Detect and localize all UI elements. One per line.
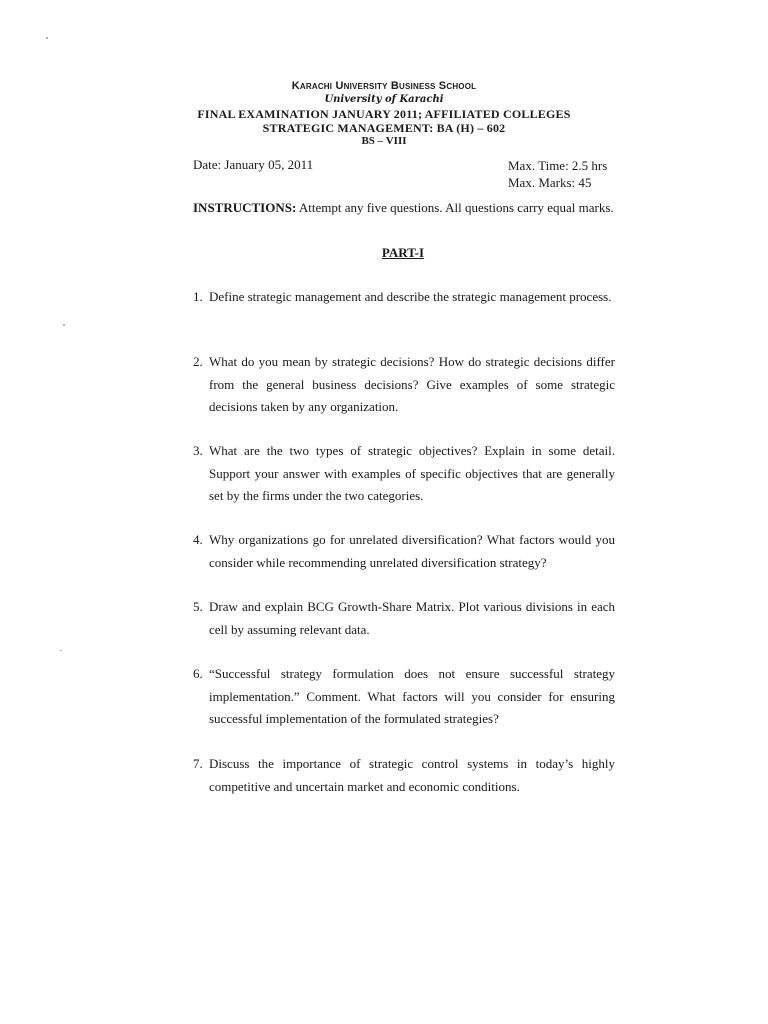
question-2 [193,351,615,419]
course-title: STRATEGIC MANAGEMENT: BA (H) – 602 [262,121,506,135]
question-5 [193,596,615,641]
question-number: 6. [193,666,203,681]
part-title: PART-I [381,245,425,260]
question-number: 2. [193,354,203,369]
question-text: Define strategic management and describe the strategic management process. [209,289,612,304]
instructions [193,200,615,216]
question-text: Why organizations go for unrelated diversification? What factors would you consider while recommending unrelated diversification strategy? [209,532,615,570]
max-marks: Max. Marks: 45 [508,175,592,190]
university-name: University of Karachi [324,94,444,105]
question-7 [193,753,615,798]
question-number: 5. [193,599,203,614]
question-text: “Successful strategy formulation does not ensure successful strategy implementation.” Comment. What factors will you consider for ensuring successful implementation of the formulated strategies? [209,666,615,726]
scan-speck [60,650,62,651]
course-level: BS – VIII [361,135,407,147]
question-6 [193,663,615,731]
instructions-text: Attempt any five questions. All questions carry equal marks. [296,200,614,215]
question-number: 7. [193,756,203,771]
question-number: 4. [193,532,203,547]
exam-title: FINAL EXAMINATION JANUARY 2011; AFFILIATED COLLEGES [197,107,571,121]
school-name: Karachi University Business School [291,80,477,92]
question-text: Draw and explain BCG Growth-Share Matrix. Plot various divisions in each cell by assuming relevant data. [209,599,615,637]
question-number: 1. [193,289,203,304]
question-4 [193,529,615,574]
question-3 [193,440,615,508]
question-1 [193,286,615,309]
scan-speck [63,324,65,326]
scan-speck [46,37,48,39]
question-text: Discuss the importance of strategic control systems in today’s highly competitive and uncertain market and economic conditions. [209,756,615,794]
exam-date: Date: January 05, 2011 [193,157,314,172]
max-time: Max. Time: 2.5 hrs [508,158,608,173]
instructions-label: INSTRUCTIONS: [193,200,297,215]
question-text: What are the two types of strategic objectives? Explain in some detail. Support your answer with examples of specific objectives that are generally set by the firms under the two categories. [209,443,615,503]
exam-limits [508,157,607,191]
question-text: What do you mean by strategic decisions? How do strategic decisions differ from the general business decisions? Give examples of some strategic decisions taken by any organization. [209,354,615,414]
question-number: 3. [193,443,203,458]
